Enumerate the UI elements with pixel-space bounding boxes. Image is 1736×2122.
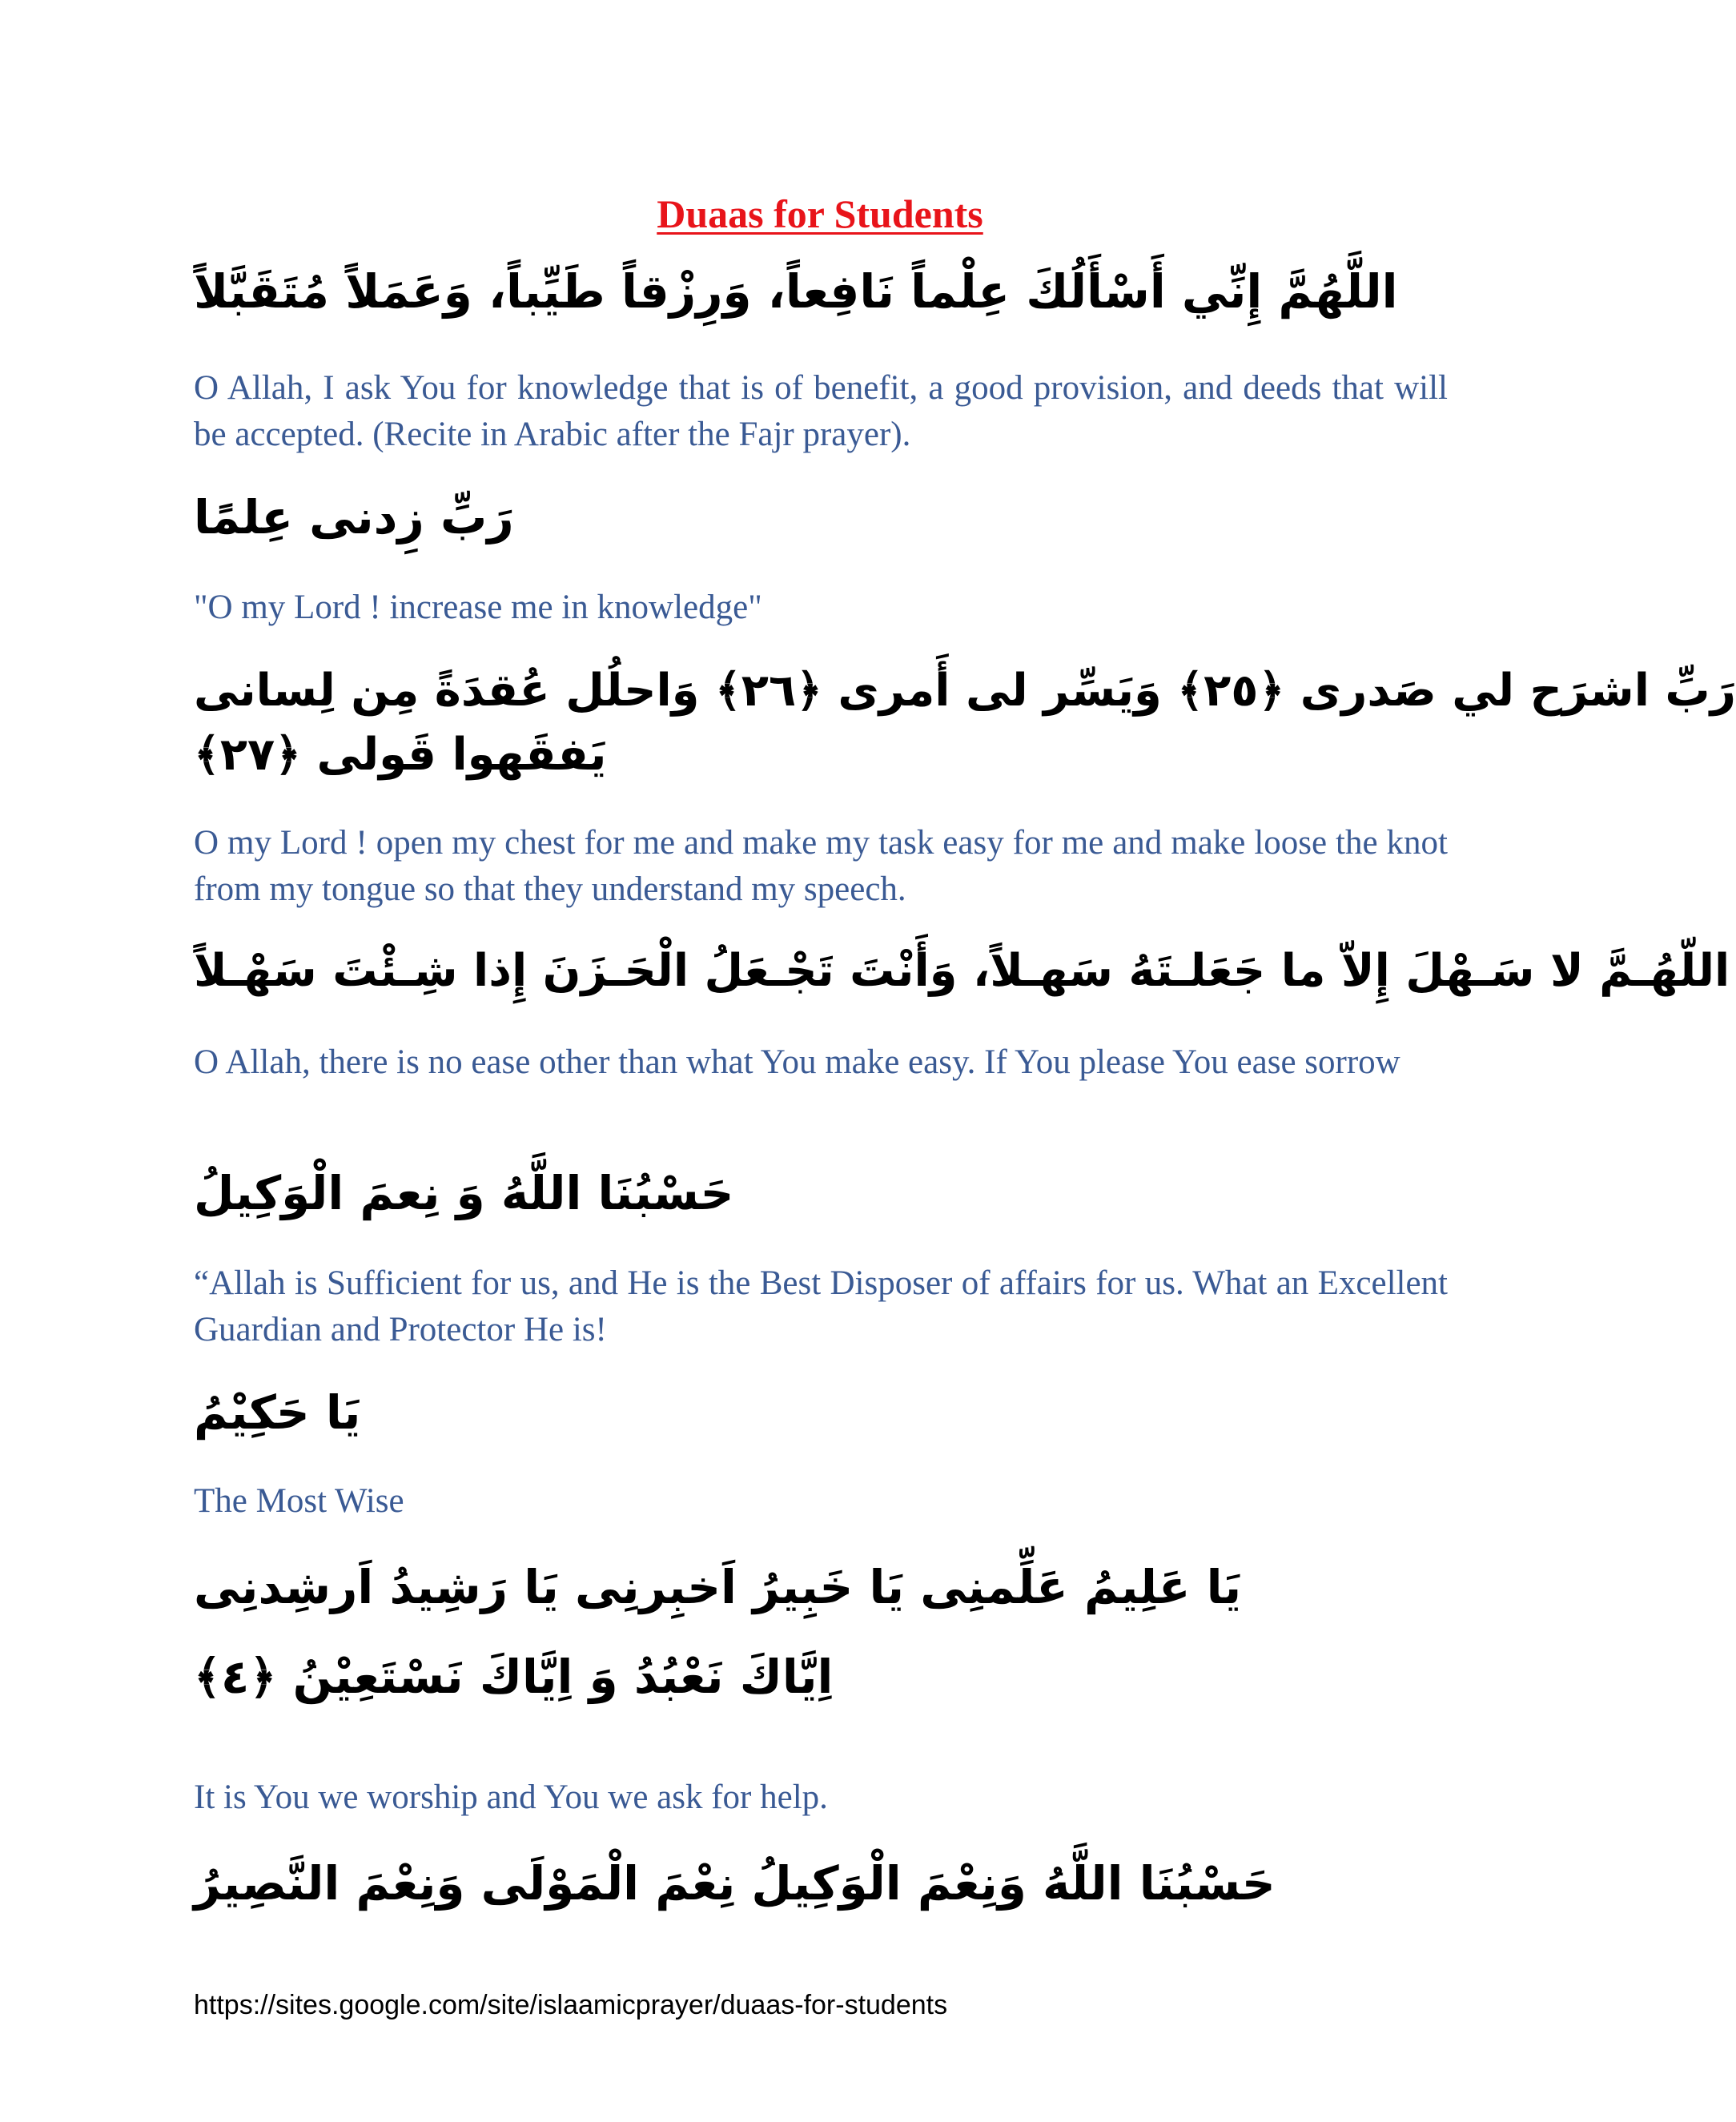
duaa-4-translation: O Allah, there is no ease other than what You make easy. If You please You ease sorrow (194, 1043, 1400, 1081)
duaa-3-arabic-line-1: رَبِّ اشرَح لي صَدرى ﴿٢٥﴾ وَيَسِّر لى أَمرى ﴿٢٦﴾ وَاحلُل عُقدَةً مِن لِسانى (194, 665, 1736, 717)
duaa-2-translation: "O my Lord ! increase me in knowledge" (194, 589, 762, 626)
duaa-7-arabic-line-1: يَا عَلِيمُ عَلِّمنِى يَا خَبِيرُ اَخبِرنِى يَا رَشِيدُ اَرشِدنِى (194, 1560, 1242, 1614)
footer-url: https://sites.google.com/site/islaamicprayer/duaas-for-students (194, 1990, 948, 2020)
duaa-4-arabic: اللّهُـمَّ لا سَـهْلَ إِلاّ ما جَعَلـتَهُ سَهـلاً، وَأَنْتَ تَجْـعَلُ الْحَـزَنَ إِذا شِـئْتَ سَهْـلاً (194, 945, 1730, 997)
duaa-7-arabic-line-2: اِيَّاكَ نَعْبُدُ وَ اِيَّاكَ نَسْتَعِيْنُ ﴿٤﴾ (194, 1650, 834, 1704)
duaa-6-arabic: يَا حَكِيْمُ (194, 1385, 361, 1440)
duaa-7-translation: It is You we worship and You we ask for help. (194, 1778, 828, 1816)
duaa-2-arabic: رَبِّ زِدنى عِلمًا (194, 490, 514, 545)
duaa-1-translation: O Allah, I ask You for knowledge that is of benefit, a good provision, and deeds that will be accepted. (Recite in Arabic after the Fajr prayer). (194, 369, 1448, 453)
duaa-1-arabic: اللَّهُمَّ إِنِّي أَسْأَلُكَ عِلْماً نَافِعاً، وَرِزْقاً طَيِّباً، وَعَمَلاً مُتَقَبَّلاً (194, 264, 1398, 319)
duaa-5-translation: “Allah is Sufficient for us, and He is the Best Disposer of affairs for us. What an Excellent Guardian and Protector He is! (194, 1264, 1448, 1348)
duaa-3-translation: O my Lord ! open my chest for me and make my task easy for me and make loose the knot from my tongue so that they understand my speech. (194, 824, 1448, 908)
duaa-6-translation: The Most Wise (194, 1482, 404, 1520)
page-title: Duaas for Students (657, 191, 983, 236)
duaa-8-arabic: حَسْبُنَا اللَّهُ وَنِعْمَ الْوَكِيلُ نِعْمَ الْمَوْلَى وَنِعْمَ النَّصِيرُ (194, 1856, 1276, 1911)
duaa-3-arabic-line-2: يَفقَهوا قَولى ﴿٢٧﴾ (194, 729, 607, 781)
duaa-5-arabic: حَسْبُنَا اللَّهُ وَ نِعمَ الْوَكِيلُ (194, 1166, 734, 1220)
